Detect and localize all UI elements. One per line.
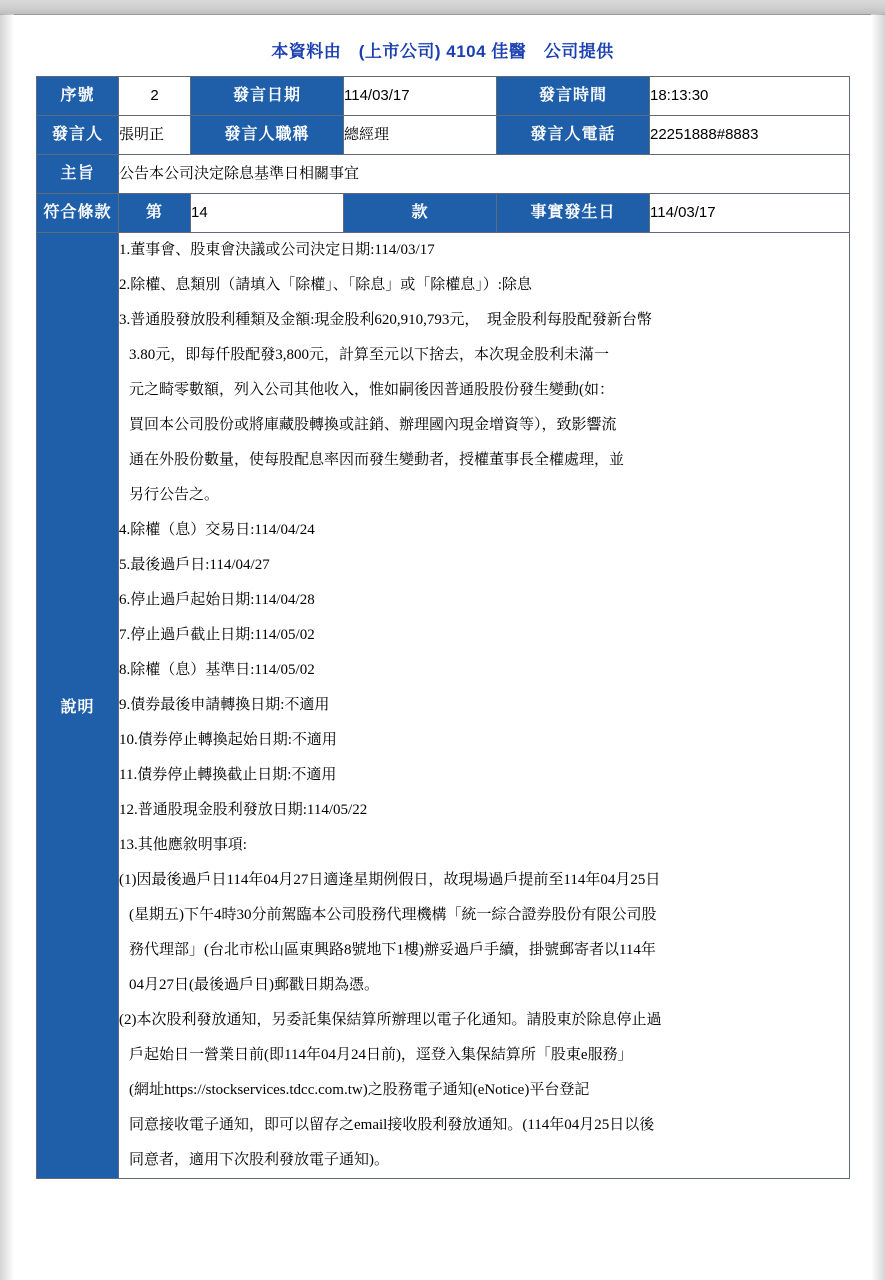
description-line: 6.停止過戶起始日期:114/04/28 [119,592,315,608]
description-line: 9.債券最後申請轉換日期:不適用 [119,697,330,713]
description-line: 3.普通股發放股利種類及金額:現金股利620,910,793元， 現金股利每股配發新台幣 [119,312,652,328]
speaker-value: 張明正 [119,116,191,155]
description-line: 10.債券停止轉換起始日期:不適用 [119,732,337,748]
speaker-title-label: 發言人職稱 [191,116,344,155]
speaker-title-value: 總經理 [344,116,497,155]
clause-no-value: 14 [191,194,344,233]
fact-date-value: 114/03/17 [650,194,850,233]
seq-value: 2 [119,77,191,116]
description-line: 13.其他應敘明事項: [119,837,247,853]
description-line: 同意接收電子通知，即可以留存之email接收股利發放通知。(114年04月25日以後 [129,1117,655,1133]
description-line: 04月27日(最後過戶日)郵戳日期為憑。 [129,977,379,993]
document-page [0,15,885,1179]
speaker-phone-label: 發言人電話 [497,116,650,155]
description-line: 元之畸零數額，列入公司其他收入，惟如嗣後因普通股股份發生變動(如： [129,382,614,398]
description-line: 通在外股份數量，使每股配息率因而發生變動者，授權董事長全權處理，並 [129,452,625,468]
description-line: 戶起始日一營業日前(即114年04月24日前)，逕登入集保結算所「股東e服務」 [129,1047,633,1063]
description-body [119,233,850,1179]
table-row [37,194,850,233]
speaker-phone-value: 22251888#8883 [650,116,850,155]
description-label: 說明 [37,233,119,1179]
description-line: (星期五)下午4時30分前駕臨本公司股務代理機構「統一綜合證券股份有限公司股 [129,907,657,923]
subject-label: 主旨 [37,155,119,194]
description-line: (2)本次股利發放通知，另委託集保結算所辦理以電子化通知。請股東於除息停止過 [119,1012,662,1028]
page-shadow-right [871,14,885,1280]
table-row-description [37,233,850,1179]
description-line: 3.80元，即每仟股配發3,800元，計算至元以下捨去，本次現金股利未滿一 [129,347,610,363]
description-line: 買回本公司股份或將庫藏股轉換或註銷、辦理國內現金增資等），致影響流 [129,417,617,433]
description-line: 另行公告之。 [129,487,220,503]
speak-time-value: 18:13:30 [650,77,850,116]
clause-label: 符合條款 [37,194,119,233]
speaker-label: 發言人 [37,116,119,155]
seq-label: 序號 [37,77,119,116]
description-line: 2.除權、息類別（請填入「除權」、「除息」或「除權息」）:除息 [119,277,532,293]
description-line: 1.董事會、股東會決議或公司決定日期:114/03/17 [119,242,435,258]
speak-date-label: 發言日期 [191,77,344,116]
speak-time-label: 發言時間 [497,77,650,116]
speak-date-value: 114/03/17 [344,77,497,116]
table-row [37,116,850,155]
table-row [37,155,850,194]
clause-no-label: 第 [119,194,191,233]
description-line: 務代理部」(台北市松山區東興路8號地下1樓)辦妥過戶手續，掛號郵寄者以114年 [129,942,656,958]
disclosure-table [36,76,850,1179]
description-line: (1)因最後過戶日114年04月27日適逢星期例假日，故現場過戶提前至114年04月25日 [119,872,661,888]
fact-date-label: 事實發生日 [497,194,650,233]
description-line: 5.最後過戶日:114/04/27 [119,557,270,573]
description-line: (網址https://stockservices.tdcc.com.tw)之股務電子通知(eNotice)平台登記 [129,1082,590,1098]
description-line: 7.停止過戶截止日期:114/05/02 [119,627,315,643]
description-line: 同意者，適用下次股利發放電子通知)。 [129,1152,389,1168]
clause-item-label: 款 [344,194,497,233]
window-top-bar [0,0,885,15]
description-line: 8.除權（息）基準日:114/05/02 [119,662,315,678]
description-line: 12.普通股現金股利發放日期:114/05/22 [119,802,368,818]
description-line: 4.除權（息）交易日:114/04/24 [119,522,315,538]
page-shadow-left [0,14,14,1280]
page-title: 本資料由 (上市公司) 4104 佳醫 公司提供 [271,42,614,61]
table-row [37,77,850,116]
description-line: 11.債券停止轉換截止日期:不適用 [119,767,337,783]
subject-value: 公告本公司決定除息基準日相關事宜 [119,155,850,194]
